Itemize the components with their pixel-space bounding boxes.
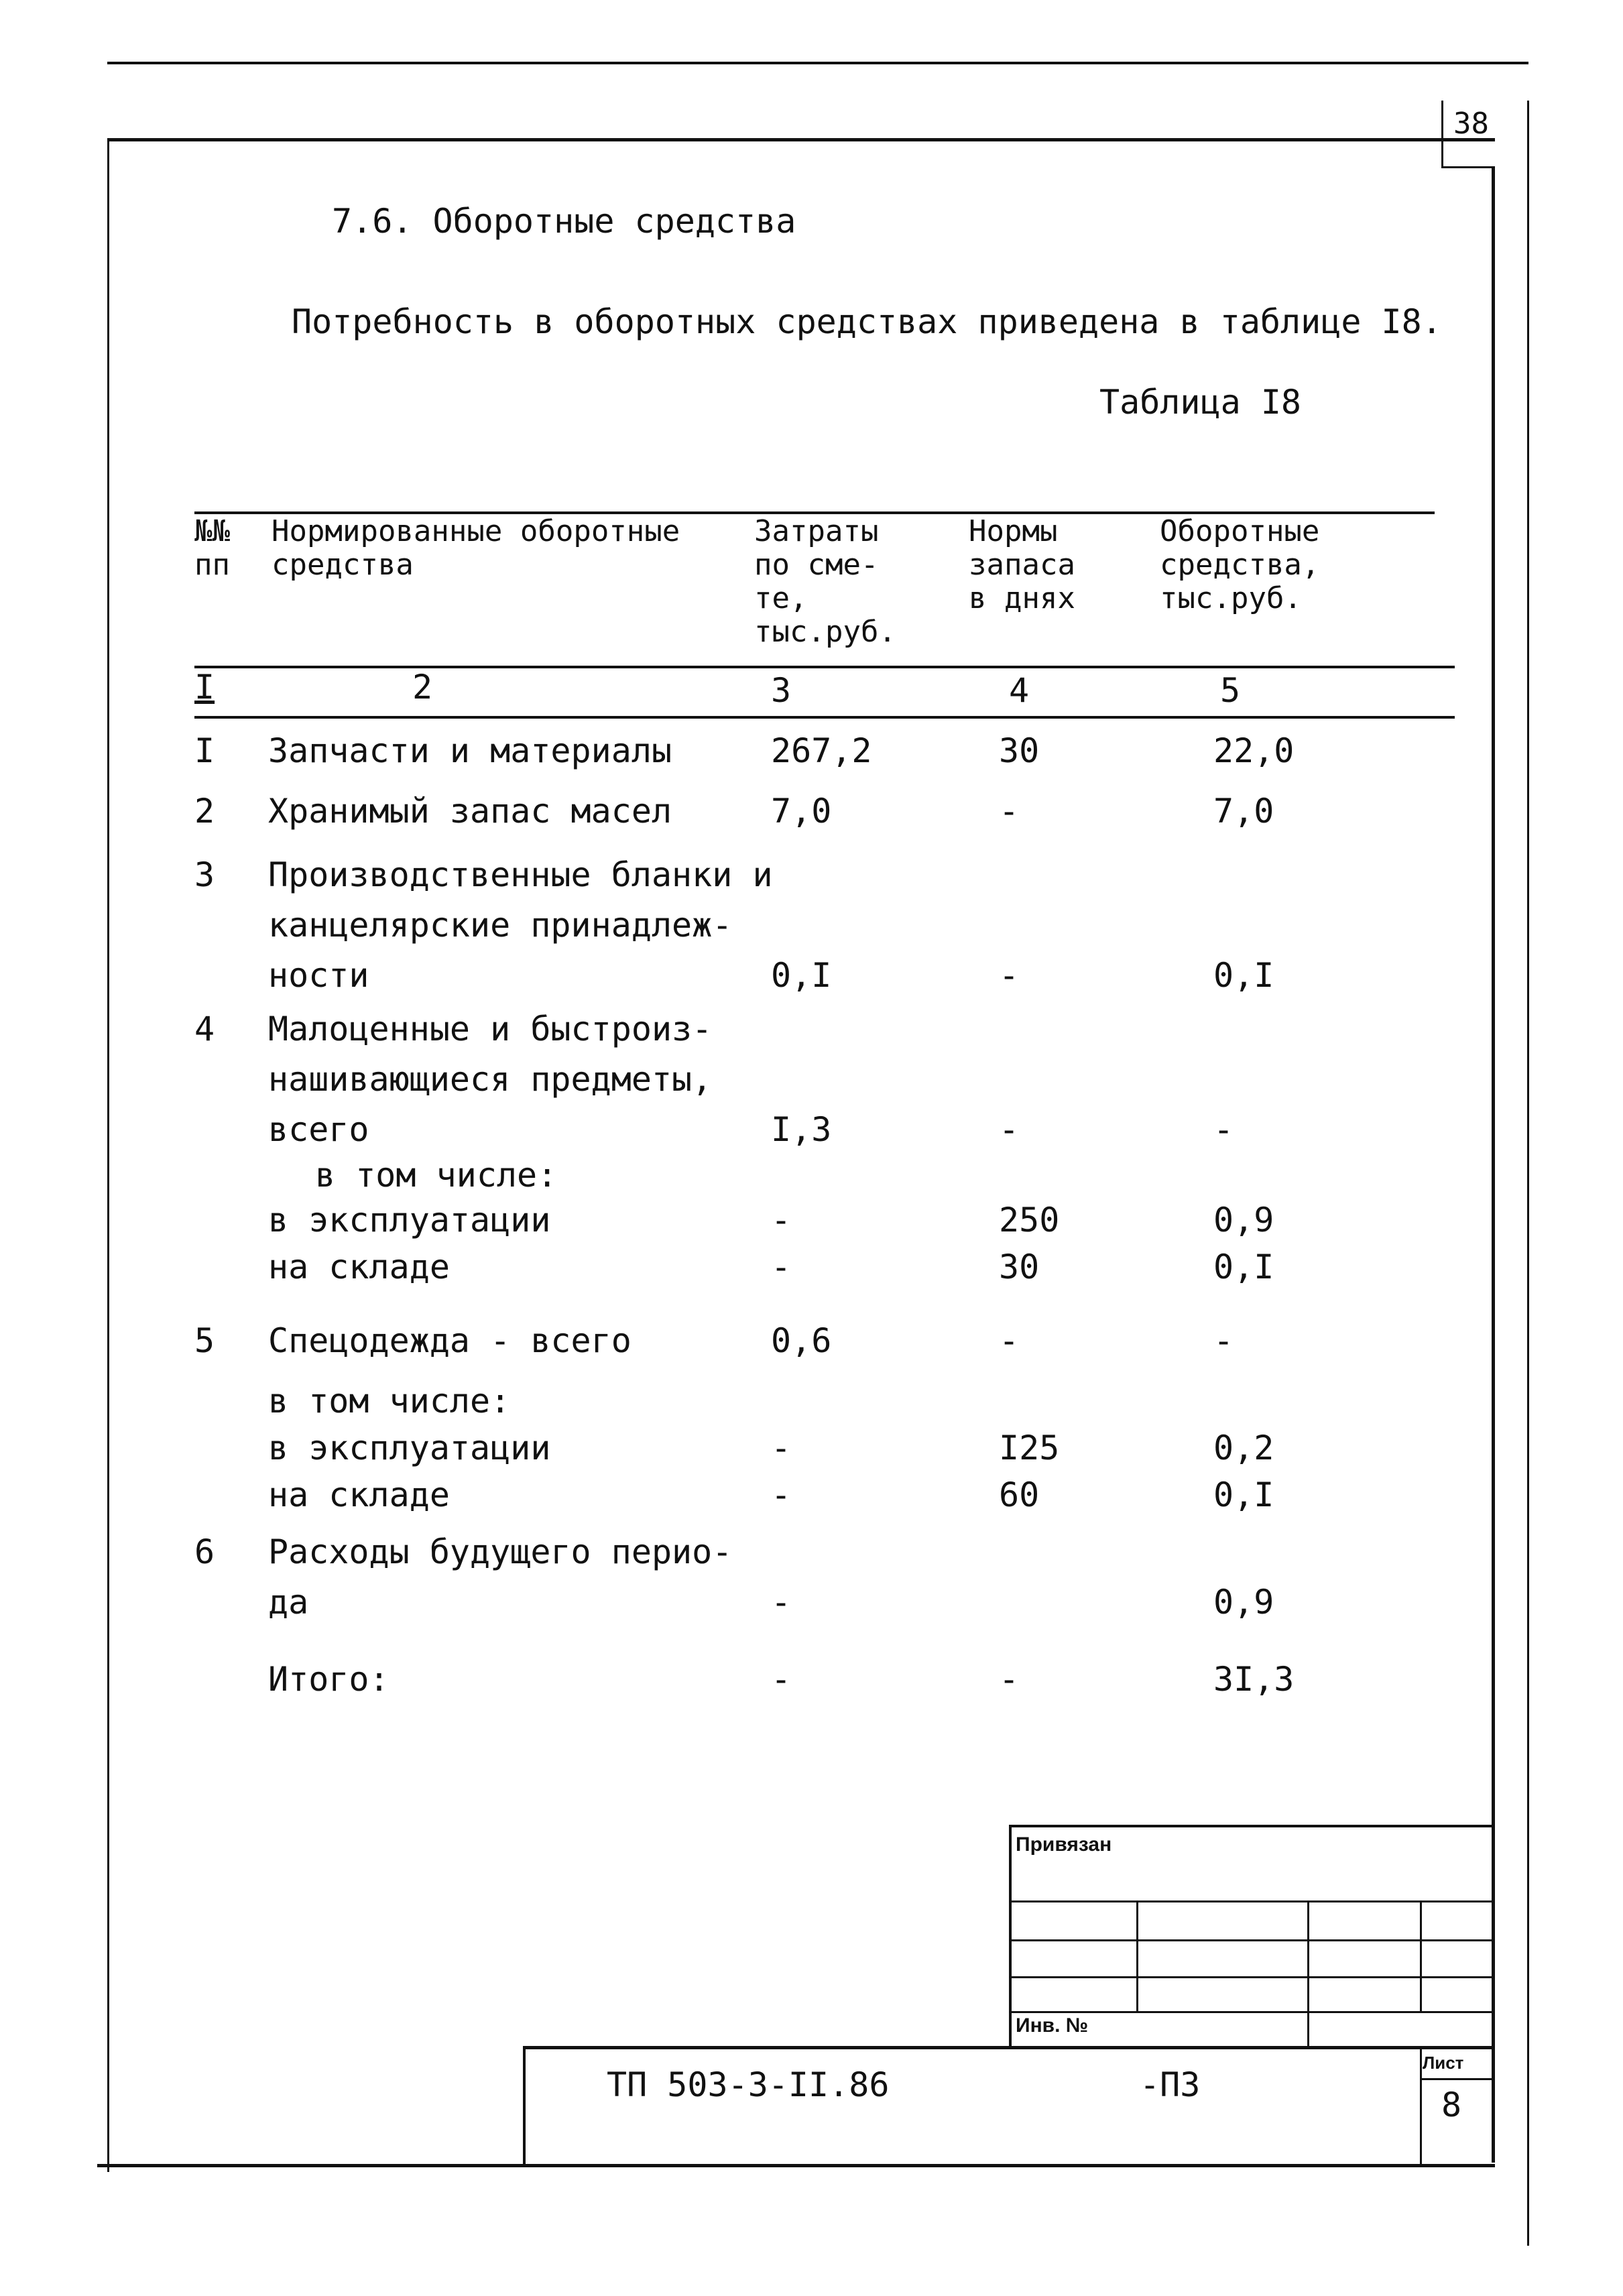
page-number: 38	[1453, 107, 1489, 141]
sheet-box-divider	[1420, 2078, 1495, 2080]
cell-cost: I,3	[771, 1110, 832, 1149]
cell-name: в эксплуатации	[268, 1201, 551, 1240]
cell-name: в эксплуатации	[268, 1429, 551, 1467]
cell-funds: 0,I	[1213, 1248, 1274, 1286]
cell-name: нашивающиеся предметы,	[268, 1060, 713, 1099]
stamp-grid-vline-2	[1307, 1900, 1309, 2047]
cell-cost: -	[771, 1429, 792, 1467]
cell-cost: 267,2	[771, 731, 872, 770]
cell-norm: -	[999, 1321, 1020, 1360]
stamp-grid-line-3	[1009, 1976, 1495, 1978]
cell-name: Производственные бланки и	[268, 855, 773, 894]
cell-cost: -	[771, 1583, 792, 1622]
cell-name: на складе	[268, 1248, 450, 1286]
top-edge-line	[107, 62, 1528, 64]
cell-funds: 0,I	[1213, 1475, 1274, 1514]
cell-num: I	[194, 731, 215, 770]
cell-name: Расходы будущего перио-	[268, 1532, 733, 1571]
cell-name: на складе	[268, 1475, 450, 1514]
header-num: №№ пп	[194, 514, 230, 582]
header-cost: Затраты по сме- те, тыс.руб.	[754, 514, 896, 649]
cell-funds: 3I,3	[1213, 1660, 1295, 1699]
cell-norm: -	[999, 792, 1020, 831]
col-number-5: 5	[1220, 671, 1241, 710]
cell-name: канцелярские принадлеж-	[268, 906, 733, 945]
stamp-grid-line-1	[1009, 1900, 1495, 1902]
cell-funds: 0,I	[1213, 956, 1274, 995]
cell-num: 3	[194, 855, 215, 894]
cell-funds: 0,2	[1213, 1429, 1274, 1467]
col-number-2: 2	[412, 668, 433, 707]
doc-suffix: -ПЗ	[1140, 2065, 1201, 2104]
page-number-box-left	[1441, 101, 1443, 168]
cell-norm: I25	[999, 1429, 1060, 1467]
cell-name: всего	[268, 1110, 369, 1149]
sheet-label: Лист	[1423, 2053, 1464, 2073]
titleblock-top-line	[523, 2046, 1495, 2049]
header-name: Нормированные оборотные средства	[272, 514, 680, 582]
outer-right-line	[1527, 101, 1529, 2246]
cell-name: в том числе:	[268, 1382, 511, 1421]
cell-funds: 0,9	[1213, 1583, 1274, 1622]
table-colnum-rule	[194, 716, 1455, 719]
cell-funds: 7,0	[1213, 792, 1274, 831]
cell-num: 2	[194, 792, 215, 831]
sheet-box-left	[1420, 2046, 1422, 2164]
cell-cost: 0,I	[771, 956, 832, 995]
cell-norm: 30	[999, 1248, 1040, 1286]
cell-norm: -	[999, 1110, 1020, 1149]
cell-funds: 22,0	[1213, 731, 1295, 770]
cell-num: 4	[194, 1010, 215, 1048]
cell-name: да	[268, 1583, 309, 1622]
cell-num: 5	[194, 1321, 215, 1360]
cell-norm: -	[999, 1660, 1020, 1699]
cell-name: Хранимый запас масел	[268, 792, 672, 831]
stamp-grid-line-4	[1009, 2011, 1495, 2013]
cell-norm: 30	[999, 731, 1040, 770]
cell-num: 6	[194, 1532, 215, 1571]
stamp-inv-no: Инв. №	[1016, 2014, 1089, 2037]
cell-cost: -	[771, 1248, 792, 1286]
cell-name: Запчасти и материалы	[268, 731, 672, 770]
col-number-3: 3	[771, 671, 792, 710]
cell-cost: -	[771, 1475, 792, 1514]
stamp-grid-line-2	[1009, 1939, 1495, 1941]
cell-norm: 250	[999, 1201, 1060, 1240]
frame-left-line	[107, 138, 109, 2172]
stamp-privyazan: Привязан	[1016, 1833, 1112, 1856]
cell-name: Спецодежда - всего	[268, 1321, 632, 1360]
frame-right-line	[1492, 168, 1495, 2163]
cell-funds: 0,9	[1213, 1201, 1274, 1240]
stamp-top-line	[1009, 1825, 1495, 1827]
cell-name: ности	[268, 956, 369, 995]
cell-cost: 7,0	[771, 792, 832, 831]
section-title: 7.6. Оборотные средства	[332, 202, 796, 241]
table-label: Таблица I8	[1099, 383, 1302, 422]
sheet-number: 8	[1441, 2086, 1462, 2124]
cell-cost: -	[771, 1660, 792, 1699]
table-header-rule	[194, 666, 1455, 668]
doc-code: ТП 503-3-II.86	[607, 2065, 890, 2104]
header-norm: Нормы запаса в днях	[969, 514, 1075, 615]
col-number-4: 4	[1009, 671, 1030, 710]
cell-cost: 0,6	[771, 1321, 832, 1360]
titleblock-left-line	[523, 2046, 526, 2165]
frame-bottom-line	[97, 2164, 1495, 2167]
page-number-box-bottom	[1441, 166, 1495, 168]
cell-norm: 60	[999, 1475, 1040, 1514]
cell-name: Малоценные и быстроиз-	[268, 1010, 713, 1048]
cell-name: в том числе:	[315, 1156, 558, 1195]
stamp-grid-vline-3	[1420, 1900, 1422, 2011]
cell-name: Итого:	[268, 1660, 389, 1699]
header-funds: Оборотные средства, тыс.руб.	[1160, 514, 1320, 615]
col-number-1: I	[194, 668, 215, 707]
cell-cost: -	[771, 1201, 792, 1240]
intro-text: Потребность в оборотных средствах приведена в таблице I8.	[292, 302, 1442, 341]
cell-funds: -	[1213, 1110, 1234, 1149]
cell-norm: -	[999, 956, 1020, 995]
frame-top-line	[107, 138, 1495, 141]
stamp-grid-vline-1	[1136, 1900, 1138, 2011]
cell-funds: -	[1213, 1321, 1234, 1360]
